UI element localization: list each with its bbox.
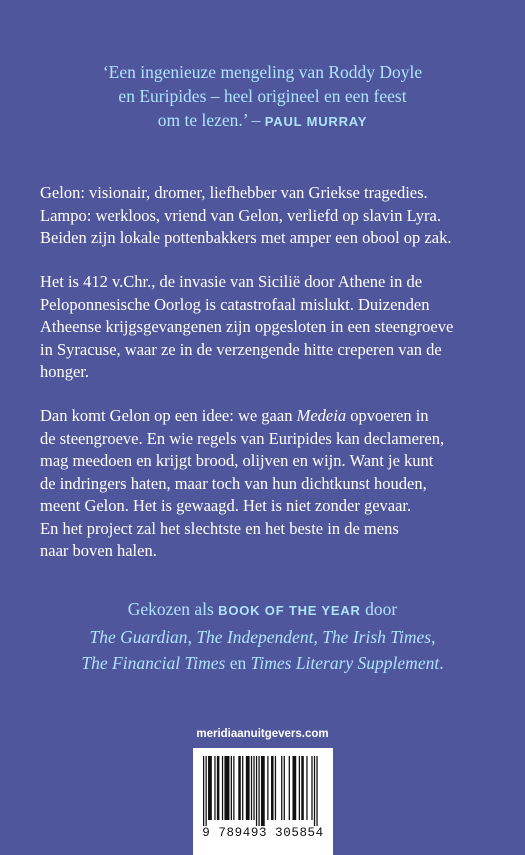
quote-author: PAUL MURRAY (264, 114, 368, 129)
barcode-bar (281, 756, 282, 820)
blurb-line: mag meedoen en krijgt brood, olijven en wijn. Want je kunt (40, 451, 434, 470)
award-line-2 (0, 624, 525, 650)
quote-line-3 (0, 108, 525, 134)
publication-name: Times Literary Supplement (250, 653, 440, 673)
isbn-barcode (193, 748, 333, 855)
publication-name: The Independent (196, 627, 314, 647)
publisher-website: meridiaanuitgevers.com (196, 728, 329, 740)
blurb-line: Lampo: werkloos, vriend van Gelon, verliefd op slavin Lyra. (40, 205, 441, 225)
barcode-bar (275, 756, 276, 820)
blurb-line: Peloponnesische Oorlog is catastrofaal mislukt. Duizenden (40, 294, 430, 314)
barcode-bar (292, 756, 296, 820)
barcode-bars (199, 756, 327, 826)
blurb-line: de steengroeve. En wie regels van Euripides kan declameren, (40, 428, 445, 448)
barcode-bar (301, 756, 304, 820)
blurb-line (40, 405, 500, 428)
barcode-bar (253, 756, 254, 820)
blurb-line: in Syracuse, waar ze in de verzengende hitte creperen van de (40, 339, 442, 359)
blurb-line: de indringers haten, maar toch van hun dichtkunst houden, (40, 473, 427, 493)
barcode-bar (246, 756, 250, 820)
publication-name: The Guardian (89, 627, 188, 647)
barcode-bar (251, 756, 252, 820)
award-separator: , (431, 627, 436, 647)
quote-line-3-text: om te lezen.’ – (157, 110, 265, 130)
barcode-bar (267, 756, 268, 820)
barcode-bar (203, 756, 204, 826)
barcode-bar (233, 756, 234, 820)
blurb-paragraph-2 (40, 271, 500, 384)
barcode-bar (316, 756, 317, 826)
blurb-line: honger. (40, 362, 90, 381)
barcode-bar (238, 756, 241, 820)
award-separator: , (187, 627, 197, 647)
award-end: . (439, 653, 444, 673)
publication-name: The Irish Times (322, 627, 432, 647)
isbn-number: 9 789493 305854 (202, 826, 324, 840)
blurb-paragraph-1 (40, 182, 500, 250)
barcode-bar (289, 756, 290, 820)
play-title: Medeia (296, 406, 347, 425)
barcode-bar (217, 756, 220, 820)
barcode-bar (242, 756, 243, 820)
award-separator: , (313, 627, 323, 647)
award-line-1 (0, 596, 525, 624)
barcode-bar (258, 756, 259, 826)
award-connector: en (225, 653, 251, 673)
barcode-bar (214, 756, 215, 820)
publication-name: The Financial Times (81, 653, 226, 673)
award-suffix: door (360, 599, 398, 619)
blurb-line: En het project zal het slechtste en het beste in de mens (40, 518, 399, 538)
blurb-line: Atheense krijgsgevangenen zijn opgesloten in een steengroeve (40, 317, 454, 336)
barcode-bar (208, 756, 212, 820)
award-line-3 (0, 650, 525, 676)
barcode-bar (314, 756, 315, 826)
blurb-line: Beiden zijn lokale pottenbakkers met amper een obool op zak. (40, 228, 452, 247)
barcode-bar (306, 756, 307, 820)
barcode-bar (299, 756, 300, 820)
review-quote (0, 60, 525, 134)
blurb-paragraph-3 (40, 405, 500, 563)
award-prefix: Gekozen als (127, 599, 219, 619)
blurb-line: naar boven halen. (40, 541, 157, 560)
award-title: BOOK OF THE YEAR (218, 603, 361, 618)
barcode-bar (311, 756, 312, 820)
barcode-bar (206, 756, 207, 826)
quote-line-2: en Euripides – heel origineel en een feest (118, 86, 407, 106)
blurb-text: Dan komt Gelon op een idee: we gaan (40, 406, 297, 425)
barcode-bar (256, 756, 257, 826)
barcode-bar (222, 756, 223, 820)
barcode-bar (231, 756, 232, 820)
quote-line-1: ‘Een ingenieuze mengeling van Roddy Doyle (102, 62, 423, 82)
blurb-text: opvoeren in (346, 406, 429, 425)
barcode-bar (284, 756, 285, 820)
barcode-bar (224, 756, 229, 820)
blurb-line: Gelon: visionair, dromer, liefhebber van Griekse tragedies. (40, 183, 428, 202)
barcode-bar (261, 756, 265, 826)
blurb-line: meent Gelon. Het is gewaagd. Het is niet zonder gevaar. (40, 496, 412, 515)
award-statement (0, 596, 525, 676)
blurb-line: Het is 412 v.Chr., de invasie van Sicilië door Athene in de (40, 272, 423, 291)
barcode-bar (271, 756, 274, 820)
